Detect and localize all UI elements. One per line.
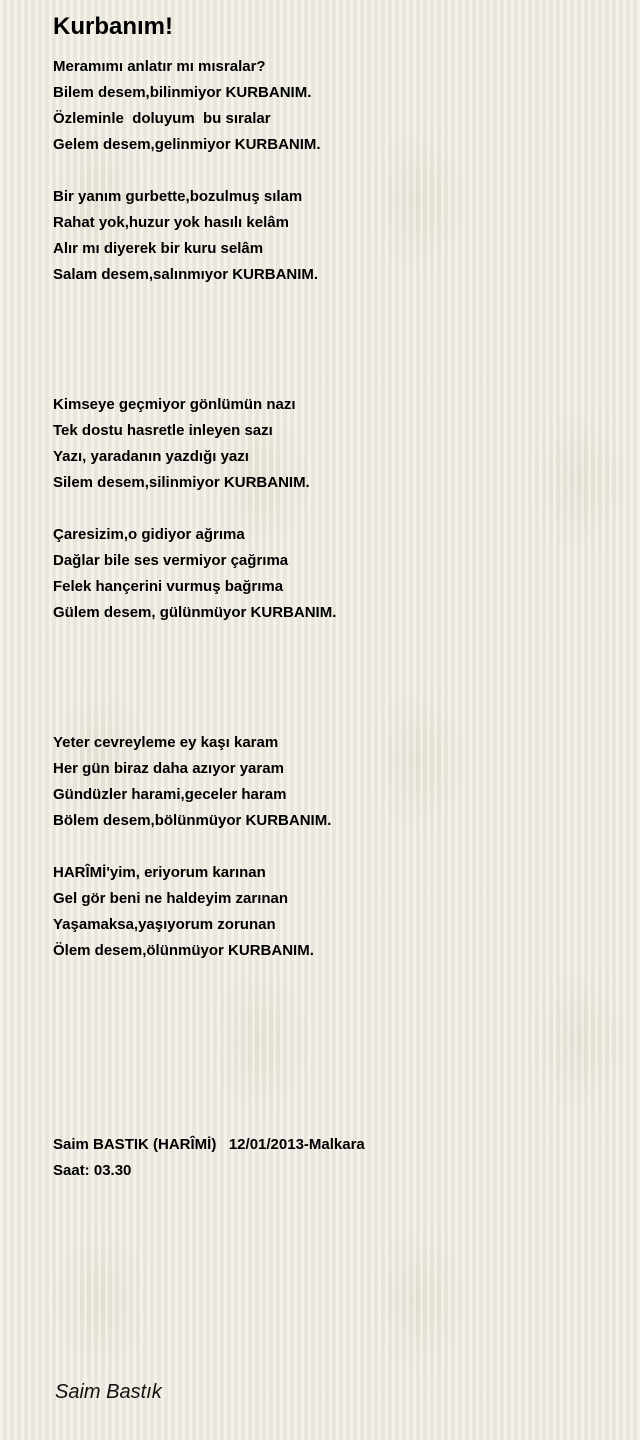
poem-line: Alır mı diyerek bir kuru selâm <box>53 240 264 257</box>
poem-line: Yaşamaksa,yaşıyorum zorunan <box>53 916 276 933</box>
poem-line: Rahat yok,huzur yok hasılı kelâm <box>53 214 289 231</box>
poem-line: Tek dostu hasretle inleyen sazı <box>53 422 273 439</box>
poem-line: Bir yanım gurbette,bozulmuş sılam <box>53 188 303 205</box>
stanza <box>53 730 336 834</box>
poem-line: Meramımı anlatır mı mısralar? <box>53 58 266 75</box>
poem-line: Çaresizim,o gidiyor ağrıma <box>53 526 245 543</box>
stanza <box>53 522 336 626</box>
poem-line: Yazı, yaradanın yazdığı yazı <box>53 448 249 465</box>
stanza <box>53 54 336 158</box>
poem-line: Salam desem,salınmıyor KURBANIM. <box>53 266 319 283</box>
poem-line: Her gün biraz daha azıyor yaram <box>53 760 284 777</box>
stanza <box>53 184 336 288</box>
poem-line: Silem desem,silinmiyor KURBANIM. <box>53 474 310 491</box>
time-line: Saat: 03.30 <box>53 1162 132 1179</box>
poem-line: Gelem desem,gelinmiyor KURBANIM. <box>53 136 321 153</box>
author-name: Saim Bastık <box>55 1381 162 1403</box>
poem-line: Ölem desem,ölünmüyor KURBANIM. <box>53 942 314 959</box>
stanza <box>53 860 336 964</box>
poem-title: Kurbanım! <box>53 13 173 40</box>
poem-line: Bölem desem,bölünmüyor KURBANIM. <box>53 812 332 829</box>
poem-line: Felek hançerini vurmuş bağrıma <box>53 578 284 595</box>
poem-line: Özleminle doluyum bu sıralar <box>53 110 271 127</box>
poem-line: Bilem desem,bilinmiyor KURBANIM. <box>53 84 312 101</box>
stanza <box>53 392 336 496</box>
poem-signature <box>53 1132 365 1184</box>
poem-line: Kimseye geçmiyor gönlümün nazı <box>53 396 296 413</box>
poem-line: Gülem desem, gülünmüyor KURBANIM. <box>53 604 337 621</box>
poem-line: Gel gör beni ne haldeyim zarınan <box>53 890 289 907</box>
poem-line: HARÎMİ'yim, eriyorum karınan <box>53 864 266 881</box>
poem-line: Yeter cevreyleme ey kaşı karam <box>53 734 279 751</box>
signature-line: Saim BASTIK (HARÎMİ) 12/01/2013-Malkara <box>53 1136 365 1153</box>
poem-body <box>53 54 336 964</box>
poem-line: Dağlar bile ses vermiyor çağrıma <box>53 552 289 569</box>
poem-line: Gündüzler harami,geceler haram <box>53 786 287 803</box>
